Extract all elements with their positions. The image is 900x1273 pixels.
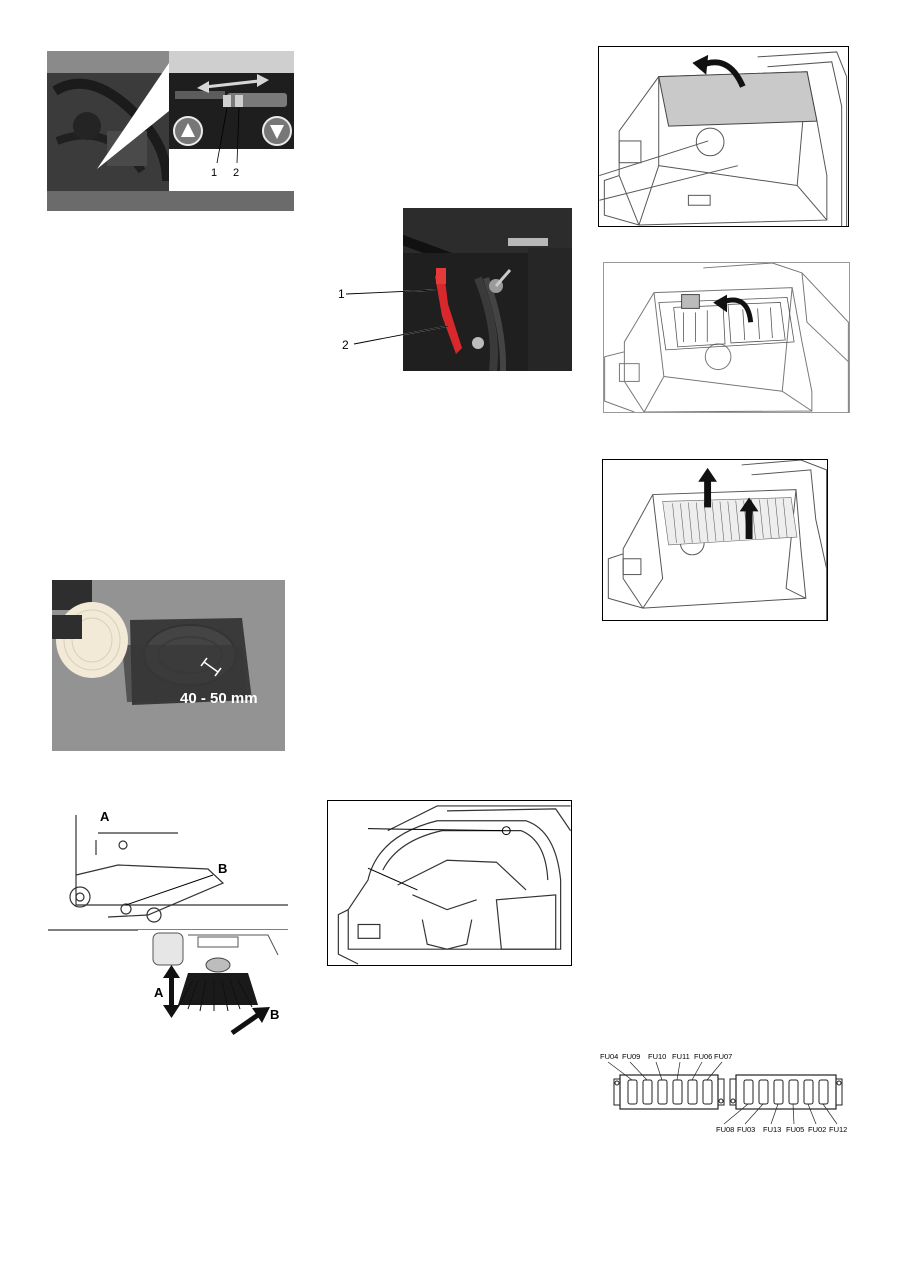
hood-front-drawing (327, 800, 572, 966)
fuse-label-bottom: FU03 (737, 1125, 756, 1134)
hood-open-drawing (598, 46, 849, 227)
down-circle-icon (263, 117, 291, 145)
fuse-label-top: FU06 (694, 1052, 713, 1061)
fuse-label-top: FU04 (600, 1052, 619, 1061)
label-a-bottom: A (154, 985, 164, 1000)
fuse-label-bottom: FU12 (829, 1125, 848, 1134)
fuse-label-top: FU09 (622, 1052, 641, 1061)
fuse-label-top: FU07 (714, 1052, 733, 1061)
brush-wear-photo (52, 580, 285, 751)
fuse-label-bottom: FU13 (763, 1125, 782, 1134)
callout-2: 2 (342, 338, 349, 352)
fuse-label-top: FU10 (648, 1052, 667, 1061)
fuse-label-bottom: FU08 (716, 1125, 735, 1134)
label-b-top: B (218, 861, 228, 876)
label-b-bottom: B (270, 1007, 280, 1022)
up-circle-icon (174, 117, 202, 145)
fuse-label-bottom: FU05 (786, 1125, 805, 1134)
measure-label: 40 - 50 mm (180, 690, 258, 707)
side-brush-adjust-drawing (48, 805, 288, 1038)
adjustment-photo (47, 51, 294, 211)
callout-1: 1 (211, 167, 218, 179)
fuse-label-bottom: FU02 (808, 1125, 827, 1134)
callout-1: 1 (338, 287, 345, 301)
fuse-board-drawing (598, 1047, 850, 1139)
filter-lift-drawing (602, 459, 828, 621)
label-a-top: A (100, 809, 110, 824)
lever-photo (328, 208, 572, 371)
callout-2: 2 (233, 167, 240, 179)
filter-cover-drawing (603, 262, 850, 413)
fuse-label-top: FU11 (672, 1052, 690, 1061)
